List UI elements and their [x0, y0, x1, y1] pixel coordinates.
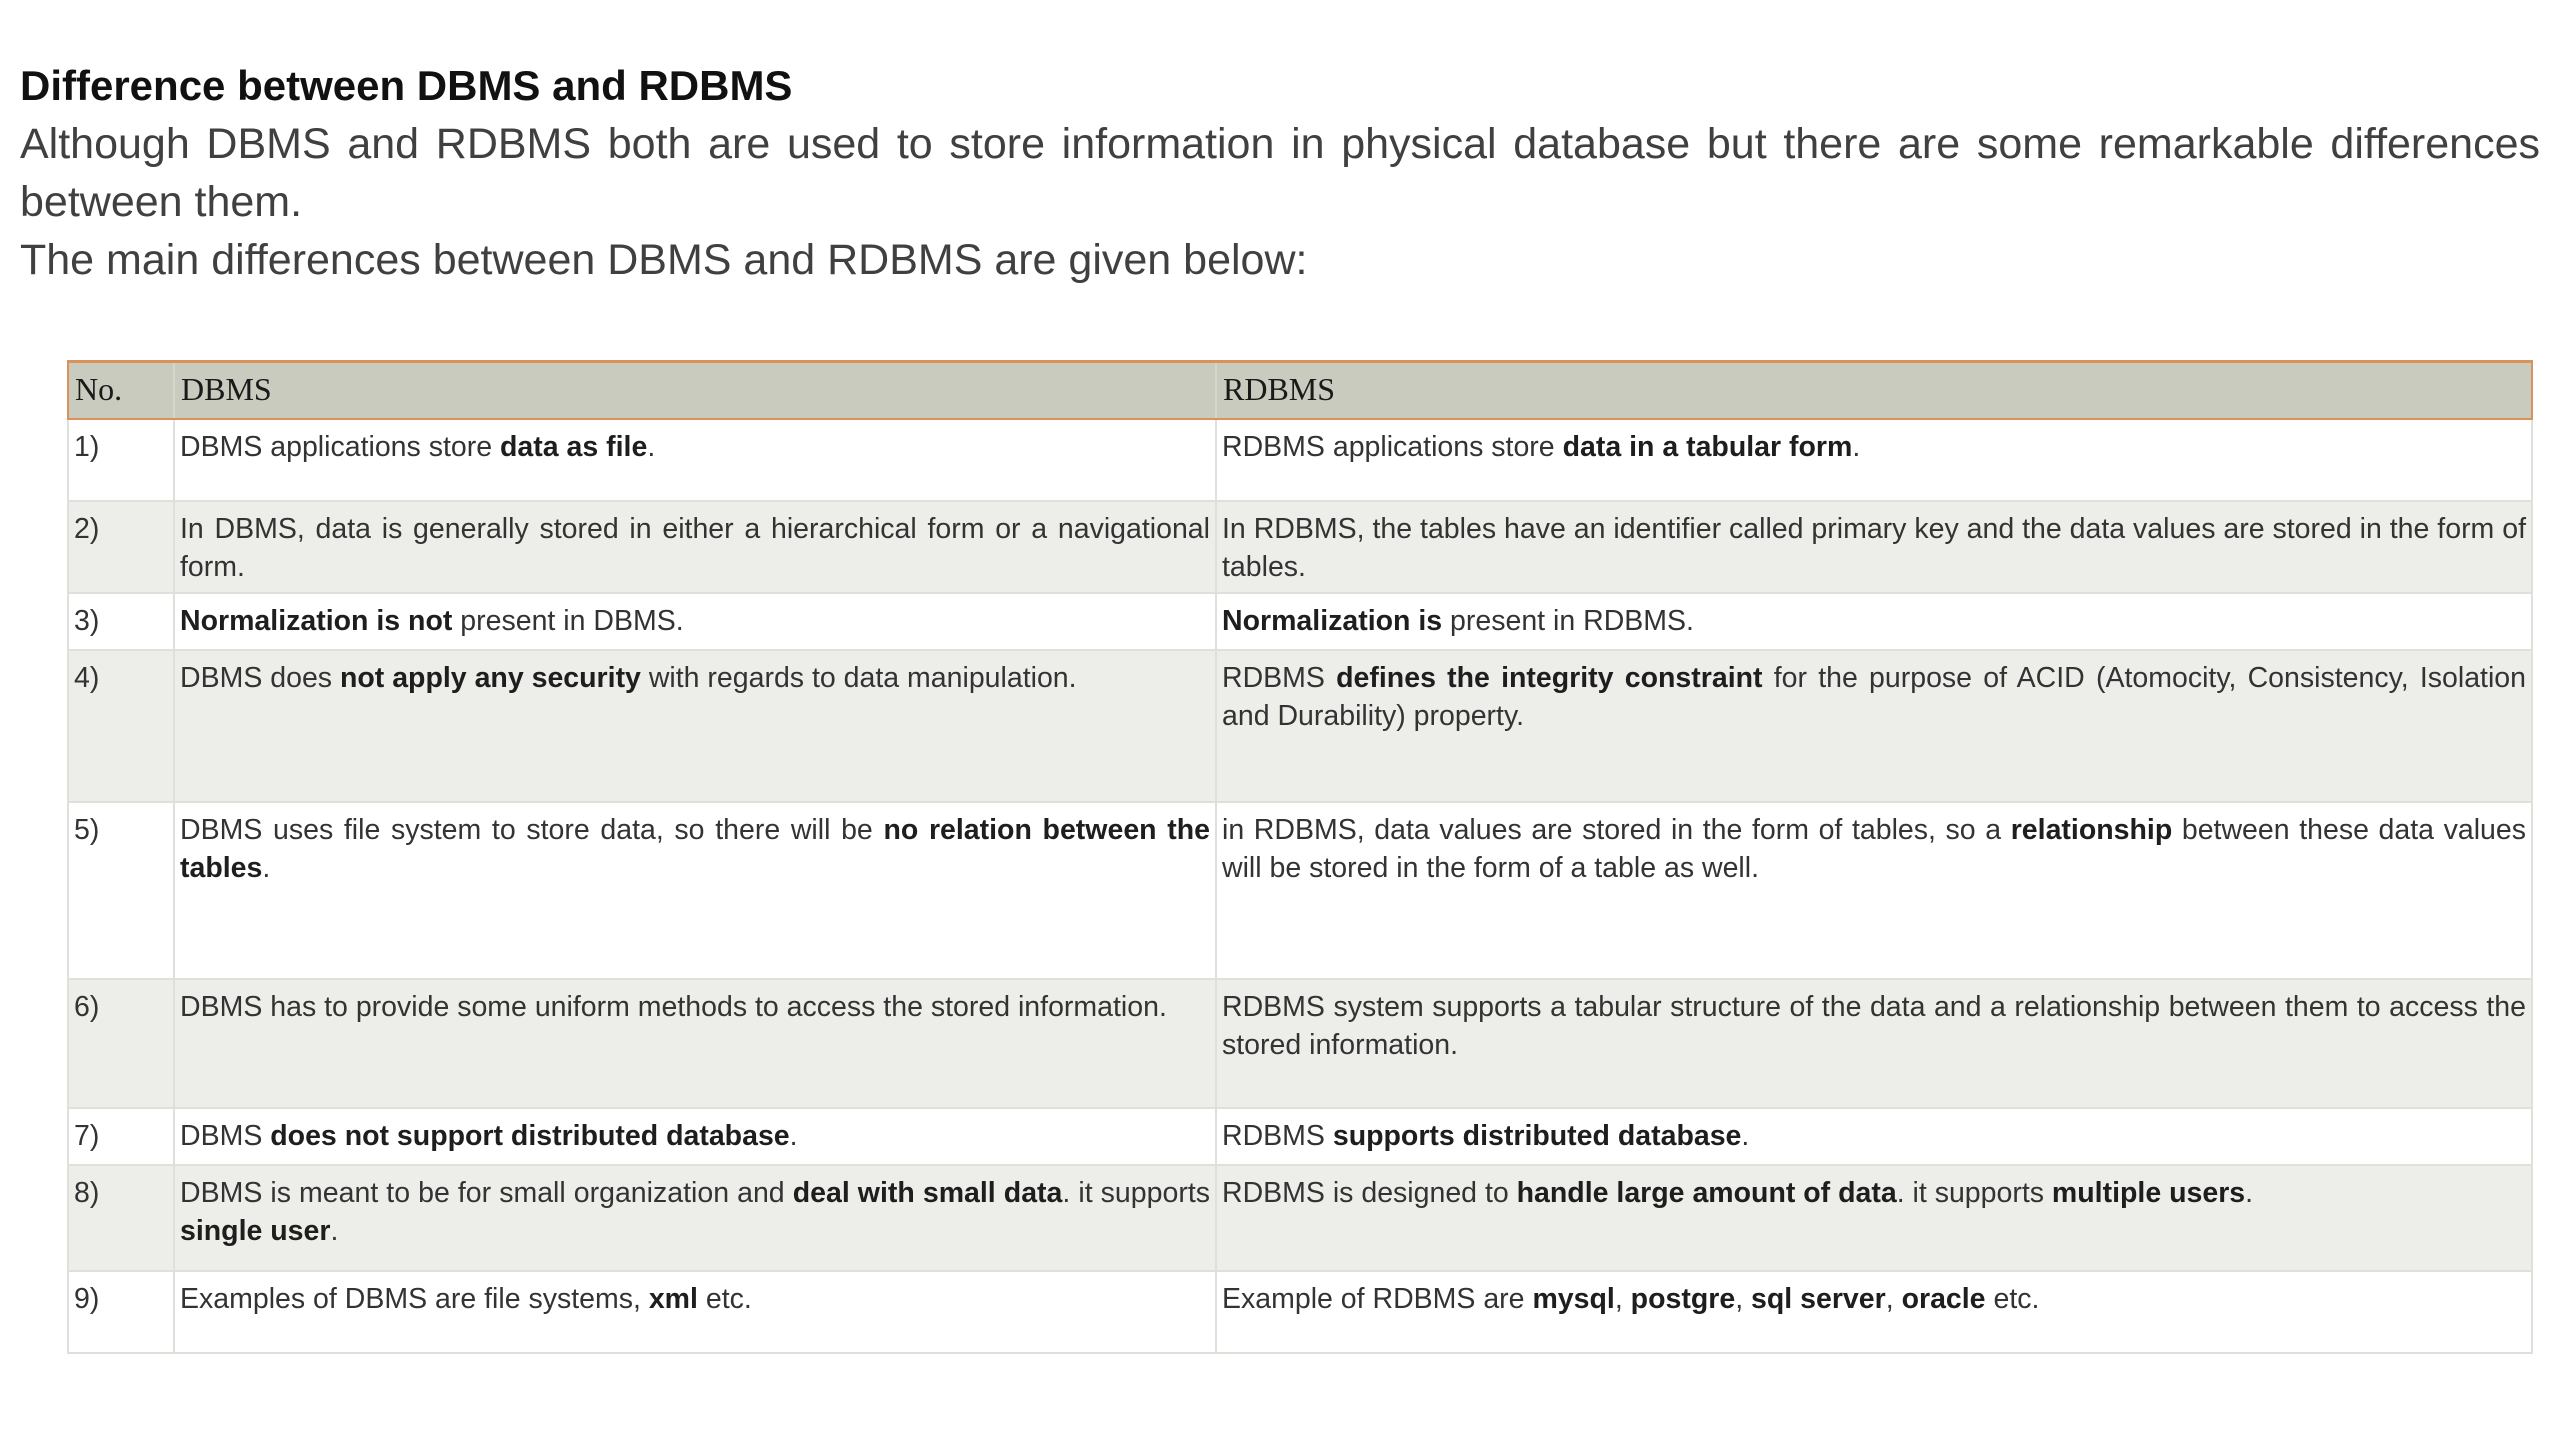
text-segment: DBMS: [180, 1119, 271, 1152]
text-segment: Examples of DBMS are file systems,: [180, 1282, 649, 1315]
dbms-cell: [174, 593, 1216, 650]
text-segment: RDBMS system supports a tabular structure of the data and a relationship between them to access the stored information.: [1222, 990, 2526, 1061]
bold-text: postgre: [1630, 1282, 1736, 1315]
row-number: 6): [68, 979, 174, 1108]
text-segment: ,: [1614, 1282, 1631, 1315]
rdbms-cell: [1216, 501, 2532, 593]
bold-text: data in a tabular form: [1562, 430, 1853, 463]
text-segment: present in DBMS.: [452, 604, 684, 637]
table-body: [68, 419, 2532, 1353]
text-segment: Example of RDBMS are: [1222, 1282, 1533, 1315]
rdbms-cell: [1216, 1165, 2532, 1271]
row-number: 8): [68, 1165, 174, 1271]
dbms-cell: [174, 802, 1216, 979]
text-segment: . it supports: [1896, 1176, 2052, 1209]
text-segment: DBMS does: [180, 661, 340, 694]
row-number: 7): [68, 1108, 174, 1165]
text-segment: in RDBMS, data values are stored in the form of tables, so a: [1222, 813, 2011, 846]
text-segment: .: [789, 1119, 798, 1152]
bold-text: supports distributed database: [1332, 1119, 1742, 1152]
table-header-row: [68, 362, 2532, 419]
bold-text: xml: [648, 1282, 698, 1315]
header-dbms: DBMS: [174, 362, 1216, 419]
text-segment: RDBMS applications store: [1222, 430, 1563, 463]
intro-paragraph-2: The main differences between DBMS and RDBMS are given below:: [20, 236, 1308, 284]
row-number: 4): [68, 650, 174, 802]
text-segment: .: [330, 1214, 339, 1247]
dbms-cell: [174, 1108, 1216, 1165]
rdbms-cell: [1216, 1271, 2532, 1353]
row-number: 2): [68, 501, 174, 593]
text-segment: etc.: [697, 1282, 752, 1315]
text-segment: DBMS is meant to be for small organization and: [180, 1176, 793, 1209]
table-row: [68, 1108, 2532, 1165]
intro-paragraph-1: Although DBMS and RDBMS both are used to store information in physical database but there are some remarkable differences between them.: [20, 120, 2540, 226]
text-segment: DBMS applications store: [180, 430, 500, 463]
table-row: [68, 979, 2532, 1108]
text-segment: ,: [1735, 1282, 1752, 1315]
text-segment: .: [1852, 430, 1861, 463]
text-segment: RDBMS: [1222, 1119, 1333, 1152]
dbms-cell: [174, 419, 1216, 501]
bold-text: oracle: [1901, 1282, 1986, 1315]
text-segment: .: [1741, 1119, 1750, 1152]
intro-text: [20, 115, 2540, 289]
text-segment: DBMS uses file system to store data, so there will be: [180, 813, 884, 846]
table-row: [68, 802, 2532, 979]
rdbms-cell: [1216, 593, 2532, 650]
text-segment: etc.: [1985, 1282, 2040, 1315]
bold-text: sql server: [1751, 1282, 1886, 1315]
bold-text: does not support distributed database: [270, 1119, 790, 1152]
header-rdbms: RDBMS: [1216, 362, 2532, 419]
dbms-cell: [174, 1165, 1216, 1271]
bold-text: not apply any security: [339, 661, 641, 694]
text-segment: RDBMS: [1222, 661, 1337, 694]
text-segment: .: [647, 430, 656, 463]
rdbms-cell: [1216, 979, 2532, 1108]
bold-text: Normalization is: [1222, 604, 1443, 637]
text-segment: for the purpose of ACID (Atomocity, Consistency, Isolation and Durability) property.: [1222, 661, 2526, 732]
text-segment: .: [2245, 1176, 2254, 1209]
bold-text: mysql: [1532, 1282, 1615, 1315]
row-number: 1): [68, 419, 174, 501]
bold-text: data as file: [499, 430, 648, 463]
bold-text: handle large amount of data: [1516, 1176, 1897, 1209]
table-row: [68, 1165, 2532, 1271]
rdbms-cell: [1216, 1108, 2532, 1165]
bold-text: relationship: [2010, 813, 2173, 846]
table-row: [68, 501, 2532, 593]
text-segment: In DBMS, data is generally stored in either a hierarchical form or a navigational form.: [180, 512, 1210, 583]
text-segment: RDBMS is designed to: [1222, 1176, 1517, 1209]
bold-text: Normalization is not: [180, 604, 453, 637]
dbms-cell: [174, 501, 1216, 593]
text-segment: . it supports: [1062, 1176, 1210, 1209]
row-number: 3): [68, 593, 174, 650]
text-segment: ,: [1885, 1282, 1902, 1315]
text-segment: present in RDBMS.: [1442, 604, 1694, 637]
text-segment: between these data values will be stored in the form of a table as well.: [1222, 813, 2526, 884]
dbms-cell: [174, 979, 1216, 1108]
text-segment: In RDBMS, the tables have an identifier called primary key and the data values are stored in the form of tables.: [1222, 512, 2526, 583]
bold-text: no relation between the tables: [180, 813, 1210, 884]
table-row: [68, 419, 2532, 501]
rdbms-cell: [1216, 650, 2532, 802]
text-segment: DBMS has to provide some uniform methods to access the stored information.: [180, 990, 1167, 1023]
rdbms-cell: [1216, 802, 2532, 979]
page-title: Difference between DBMS and RDBMS: [20, 62, 793, 109]
text-segment: with regards to data manipulation.: [640, 661, 1077, 694]
row-number: 9): [68, 1271, 174, 1353]
bold-text: deal with small data: [792, 1176, 1063, 1209]
table-row: [68, 650, 2532, 802]
bold-text: defines the integrity constraint: [1336, 661, 1763, 694]
dbms-cell: [174, 650, 1216, 802]
table-row: [68, 1271, 2532, 1353]
table-row: [68, 593, 2532, 650]
bold-text: multiple users: [2051, 1176, 2246, 1209]
dbms-cell: [174, 1271, 1216, 1353]
comparison-table: [67, 360, 2533, 1354]
rdbms-cell: [1216, 419, 2532, 501]
text-segment: .: [262, 851, 271, 884]
row-number: 5): [68, 802, 174, 979]
header-no: No.: [68, 362, 174, 419]
bold-text: single user: [180, 1214, 331, 1247]
